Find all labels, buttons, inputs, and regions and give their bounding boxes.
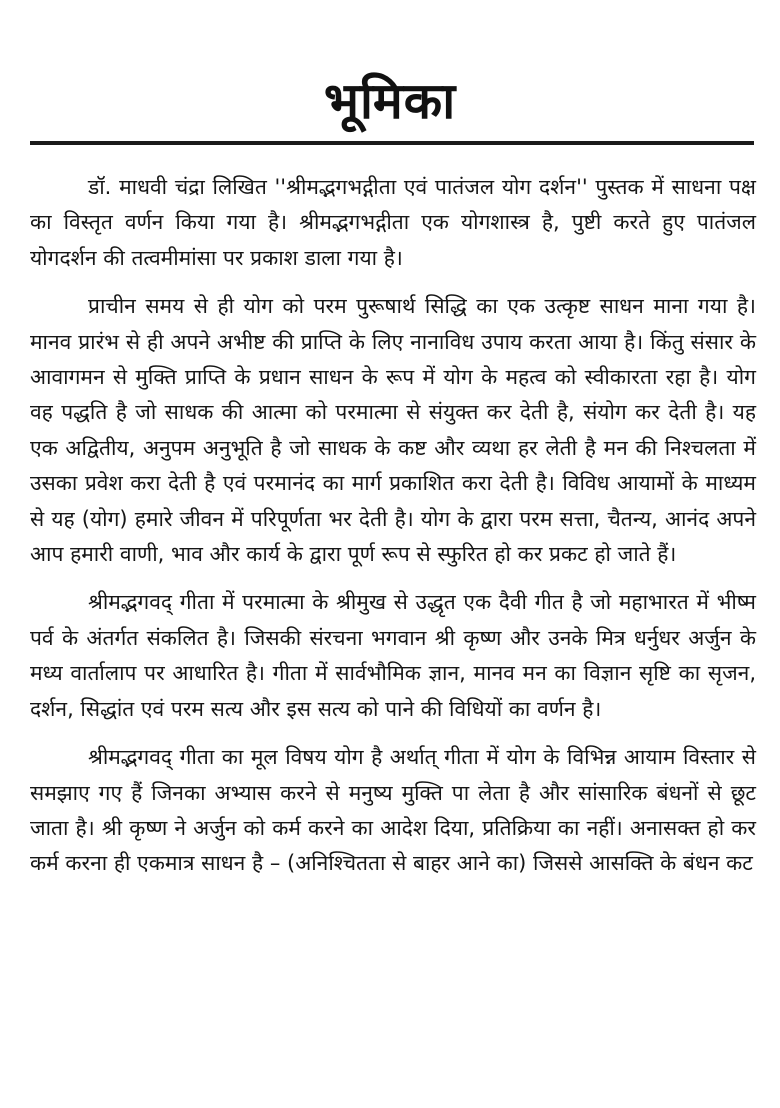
paragraph-3: श्रीमद्भगवद् गीता में परमात्मा के श्रीमुख से उद्धृत एक दैवी गीत है जो महाभारत में भीष्म पर्व के अंतर्गत संकलित है। जिसकी संरचना भगवान श्री कृष्ण और उनके मित्र धर्नुधर अर्जुन के मध्य वार्तालाप पर आधारित है। गीता में सार्वभौमिक ज्ञान, मानव मन का विज्ञान सृष्टि का सृजन, दर्शन, सिद्धांत एवं परम सत्य और इस सत्य को पाने की विधियों का वर्णन है।: [30, 590, 756, 721]
page-title: भूमिका: [323, 72, 457, 130]
paragraph-1: डॉ. माधवी चंद्रा लिखित ''श्रीमद्भगभद्गीता एवं पातंजल योग दर्शन'' पुस्तक में साधना पक्ष का विस्तृत वर्णन किया गया है। श्रीमद्भगभद्गीता एक योगशास्त्र है, पुष्टी करते हुए पातंजल योगदर्शन की तत्वमीमांसा पर प्रकाश डाला गया है।: [30, 175, 756, 270]
paragraph-4: श्रीमद्भगवद् गीता का मूल विषय योग है अर्थात् गीता में योग के विभिन्न आयाम विस्तार से समझाए गए हैं जिनका अभ्यास करने से मनुष्य मुक्ति पा लेता है और सांसारिक बंधनों से छूट जाता है। श्री कृष्ण ने अर्जुन को कर्म करने का आदेश दिया, प्रतिक्रिया का नहीं। अनासक्त हो कर कर्म करना ही एकमात्र साधन है – (अनिश्चितता से बाहर आने का) जिससे आसक्ति के बंधन कट: [30, 745, 756, 876]
body-text: [30, 170, 756, 882]
paragraph-2: प्राचीन समय से ही योग को परम पुरूषार्थ सिद्धि का एक उत्कृष्ट साधन माना गया है। मानव प्रारंभ से ही अपने अभीष्ट की प्राप्ति के लिए नानाविध उपाय करता आया है। किंतु संसार के आवागमन से मुक्ति प्राप्ति के प्रधान साधन के रूप में योग के महत्व को स्वीकारता रहा है। योग वह पद्धति है जो साधक की आत्मा को परमात्मा से संयुक्त कर देती है, संयोग कर देती है। यह एक अद्वितीय, अनुपम अनुभूति है जो साधक के कष्ट और व्यथा हर लेती है मन की निश्चलता में उसका प्रवेश करा देती है एवं परमानंद का मार्ग प्रकाशित करा देती है। विविध आयामों के माध्यम से यह (योग) हमारे जीवन में परिपूर्णता भर देती है। योग के द्वारा परम सत्ता, चैतन्य, आनंद अपने आप हमारी वाणी, भाव और कार्य के द्वारा पूर्ण रूप से स्फुरित हो कर प्रकट हो जाते हैं।: [30, 294, 756, 567]
title-divider: [30, 141, 754, 145]
